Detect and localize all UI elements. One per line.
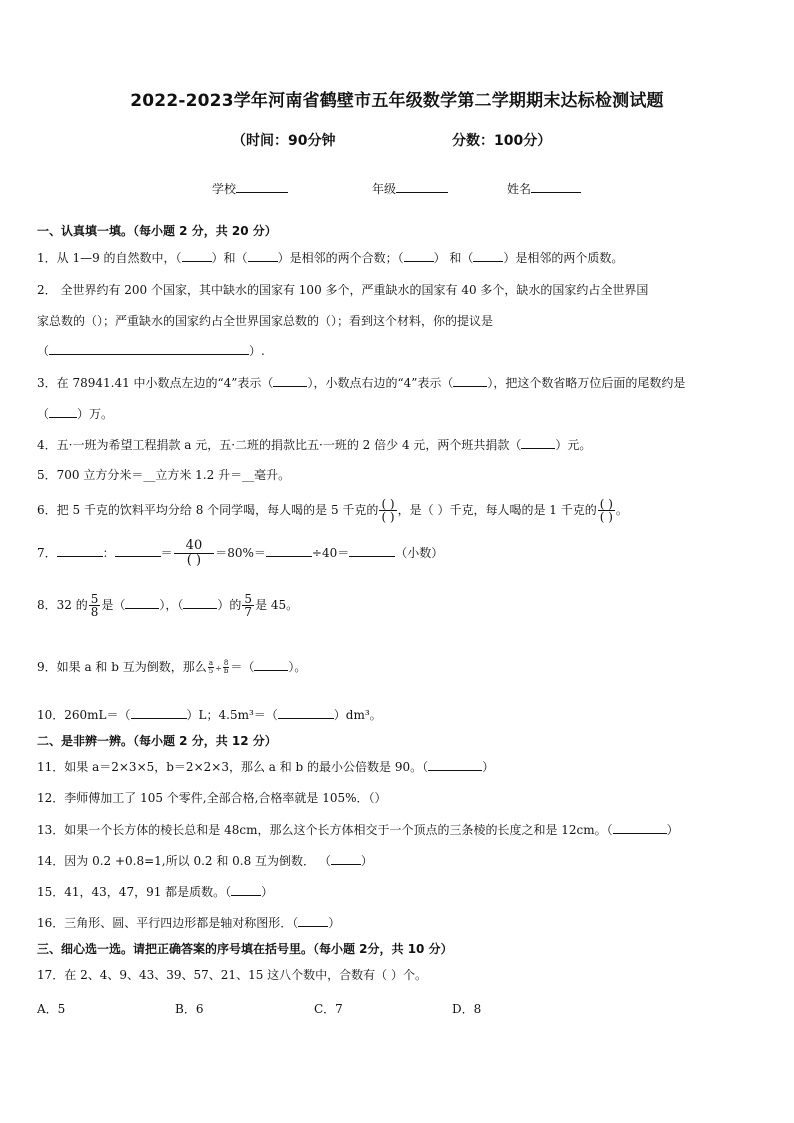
name-blank (531, 180, 581, 193)
grade-field (372, 180, 448, 197)
question-3-line-1: 3．在 78941.41 中小数点左边的“4”表示（ ），小数点右边的“4”表示（ ），把这个数省略万位后面的尾数约是 (37, 376, 686, 390)
question-2-line-2: 家总数的（）；严重缺水的国家约占全世界国家总数的（）；看到这个材料，你的提议是 (37, 314, 494, 328)
option-c: C．7 (314, 1002, 343, 1016)
fraction-5-7: $\frac{5}{7}$ (244, 592, 253, 619)
fraction-8-b: $\frac{8}{b}$ (223, 659, 229, 675)
grade-blank (396, 180, 448, 193)
fraction-a-5: $\frac{a}{5}$ (208, 659, 214, 675)
option-b: B．6 (175, 1002, 204, 1016)
page-title: 2022-2023学年河南省鹤壁市五年级数学第二学期期末达标检测试题 (130, 91, 664, 111)
question-11: 11．如果 a＝2×3×5，b＝2×2×3，那么 a 和 b 的最小公倍数是 90。（ ） (37, 760, 495, 774)
question-15: 15．41，43，47，91 都是质数。（ ） (37, 885, 274, 899)
question-1: 1．从 1—9 的自然数中，（ ）和（ ）是相邻的两个合数；（ ） 和（ ）是相邻的两个质数。 (37, 251, 624, 265)
name-field (507, 180, 581, 197)
question-9: 9．如果 a 和 b 互为倒数，那么 $\frac{a}{5}$ ÷ $\frac{8}{b}$ ＝（ ）。 (37, 659, 307, 675)
question-2-line-3: （ ）. (37, 344, 265, 358)
exam-time: （时间：90分钟 (232, 133, 336, 149)
school-label: 学校 (212, 182, 237, 196)
name-label: 姓名 (507, 182, 532, 196)
question-17: 17．在 2、4、9、43、39、57、21、15 这八个数中，合数有（ ）个。 (37, 968, 427, 982)
school-field (212, 180, 288, 197)
question-8: 8．32 的 $\frac{5}{8}$ 是（ ），（ ）的 $\frac{5}{7}$ 是 45。 (37, 592, 299, 619)
fraction-40: $\frac{40}{( )}$ (174, 539, 215, 568)
question-13: 13．如果一个长方体的棱长总和是 48cm，那么这个长方体相交于一个顶点的三条棱的长度之和是 12cm。（ ） (37, 823, 679, 837)
question-12: 12．李师傅加工了 105 个零件,全部合格,合格率就是 105%．（） (37, 791, 387, 805)
fraction-blank: $\frac{( )}{( )}$ (381, 497, 395, 524)
question-14: 14．因为 0.2 +0.8=1,所以 0.2 和 0.8 互为倒数． （ ） (37, 854, 373, 868)
option-a: A．5 (37, 1002, 66, 1016)
fraction-blank: $\frac{( )}{( )}$ (599, 497, 613, 524)
question-7: 7． ： ＝ $\frac{40}{( )}$ ＝80%＝ ÷40＝ （小数） (37, 538, 444, 568)
question-6: 6．把 5 千克的饮料平均分给 8 个同学喝，每人喝的是 5 千克的 $\frac{( )}{( )}$ ，是（ ）千克，每人喝的是 1 千克的 $\frac{( )}{( )}$ 。 (37, 497, 628, 524)
exam-score: 分数：100分） (452, 133, 552, 149)
fraction-5-8: $\frac{5}{8}$ (90, 592, 99, 619)
question-2-line-1: 2． 全世界约有 200 个国家，其中缺水的国家有 100 多个，严重缺水的国家有 40 多个，缺水的国家约占全世界国 (37, 283, 649, 297)
question-3-line-2: （ ）万。 (37, 407, 114, 421)
section-2-heading: 二、是非辨一辨。（每小题 2 分，共 12 分） (37, 734, 277, 748)
question-10: 10．260mL＝（ ）L；4.5m³＝（ ）dm³。 (37, 708, 382, 722)
question-16: 16．三角形、圆、平行四边形都是轴对称图形．（ ） (37, 916, 341, 930)
grade-label: 年级 (372, 182, 397, 196)
option-d: D．8 (452, 1002, 482, 1016)
section-3-heading: 三、细心选一选。请把正确答案的序号填在括号里。（每小题 2分，共 10 分） (37, 942, 453, 956)
school-blank (236, 180, 288, 193)
question-4: 4．五·一班为希望工程捐款 a 元，五·二班的捐款比五·一班的 2 倍少 4 元，两个班共捐款（ ）元。 (37, 438, 592, 452)
question-5: 5．700 立方分米＝__立方米 1.2 升＝__毫升。 (37, 468, 291, 482)
section-1-heading: 一、认真填一填。（每小题 2 分，共 20 分） (37, 224, 277, 238)
